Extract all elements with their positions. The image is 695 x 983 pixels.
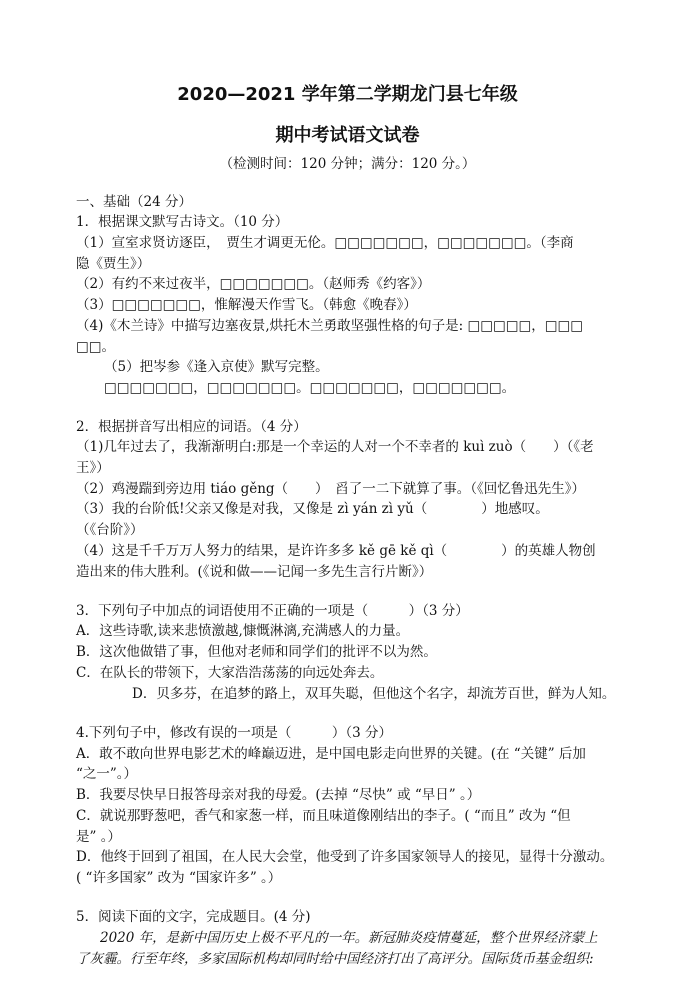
q3-stem: 3．下列句子中加点的词语使用不正确的一项是（ ）（3 分） <box>76 603 469 619</box>
q2-line: （4）这是千千万万人努力的结果，是许许多多 kě gē kě qì（ ）的英雄人物创 <box>76 543 596 559</box>
q4-option-a: A．敢不敢向世界电影艺术的峰巅迈进，是中国电影走向世界的关键。(在 “关键” 后加 <box>76 746 586 762</box>
q3-option-a: A．这些诗歌,读来悲愤激越,慷慨淋漓,充满感人的力量。 <box>76 623 410 639</box>
q5-passage-line: 了灰霾。行至年终，多家国际机构却同时给中国经济打出了高评分。国际货币基金组织: <box>76 951 594 967</box>
q4-option-c-cont: 是” 。） <box>76 829 121 845</box>
q2-line: （《台阶》） <box>76 522 144 538</box>
q1-stem: 1．根据课文默写古诗文。（10 分） <box>76 214 289 230</box>
q1-line: （1）宣室求贤访逐臣， 贾生才调更无伦。□□□□□□□，□□□□□□□。（李商 <box>76 235 574 251</box>
q3-option-d: D．贝多芬，在追梦的路上，双耳失聪，但他这个名字，却流芳百世，鲜为人知。 <box>132 686 616 702</box>
q1-line: （5）把岑参《逢入京使》默写完整。 <box>104 359 329 375</box>
q1-line: （3）□□□□□□□，惟解漫天作雪飞。（韩愈《晚春》） <box>76 297 417 313</box>
q4-option-b: B．我要尽快早日报答母亲对我的母爱。(去掉 “尽快” 或 “早日” 。） <box>76 787 481 803</box>
q1-line: （2）有约不来过夜半，□□□□□□□。（赵师秀《约客》） <box>76 276 431 292</box>
q1-line: □□。 <box>76 339 116 355</box>
q4-option-a-cont: “之一”。） <box>76 766 138 782</box>
q2-stem: 2．根据拼音写出相应的词语。（4 分） <box>76 419 307 435</box>
exam-info: （检测时间：120 分钟；满分：120 分。） <box>219 156 476 172</box>
q5-passage-line: 2020 年，是新中国历史上极不平凡的一年。新冠肺炎疫情蔓延，整个世界经济蒙上 <box>100 930 598 946</box>
q3-option-c: C．在队长的带领下，大家浩浩荡荡的向远处奔去。 <box>76 665 384 681</box>
q4-option-d: D．他终于回到了祖国，在人民大会堂，他受到了许多国家领导人的接见，显得十分激动。 <box>76 849 614 865</box>
q2-line: （1)几年过去了，我渐渐明白:那是一个幸运的人对一个不幸者的 kuì zuò（ ）（《老 <box>76 439 594 455</box>
q4-stem: 4.下列句子中，修改有误的一项是（ ）（3 分） <box>76 725 393 741</box>
q2-line: 造出来的伟大胜利。(《说和做——记闻一多先生言行片断》） <box>76 564 433 580</box>
exam-title-line2: 期中考试语文试卷 <box>275 125 420 146</box>
q5-stem: 5．阅读下面的文字，完成题目。(4 分) <box>76 909 311 925</box>
q1-answer-boxes: □□□□□□□，□□□□□□□。□□□□□□□，□□□□□□□。 <box>104 380 516 396</box>
q2-line: 王》） <box>76 460 110 476</box>
q4-option-c: C．就说那野葱吧，香气和家葱一样，而且味道像刚结出的李子。( “而且” 改为 “但 <box>76 808 571 824</box>
exam-title-line1: 2020—2021 学年第二学期龙门县七年级 <box>177 84 518 105</box>
q2-line: （2）鸡漫踹到旁边用 tiáo gěng（ ） 舀了一二下就算了事。（《回忆鲁迅先生》） <box>76 481 586 497</box>
q2-line: （3）我的台阶低!父亲又像是对我，又像是 zì yán zì yǔ（ ）地感叹。 <box>76 501 549 517</box>
section-heading: 一、基础（24 分） <box>76 194 192 210</box>
q1-line: （4)《木兰诗》中描写边塞夜景,烘托木兰勇敢坚强性格的句子是: □□□□□，□□□ <box>76 318 584 334</box>
q1-line: 隐《贾生》） <box>76 256 151 272</box>
q3-option-b: B．这次他做错了事，但他对老师和同学们的批评不以为然。 <box>76 644 437 660</box>
q4-option-d-cont: ( “许多国家” 改为 “国家许多” 。） <box>76 870 282 886</box>
